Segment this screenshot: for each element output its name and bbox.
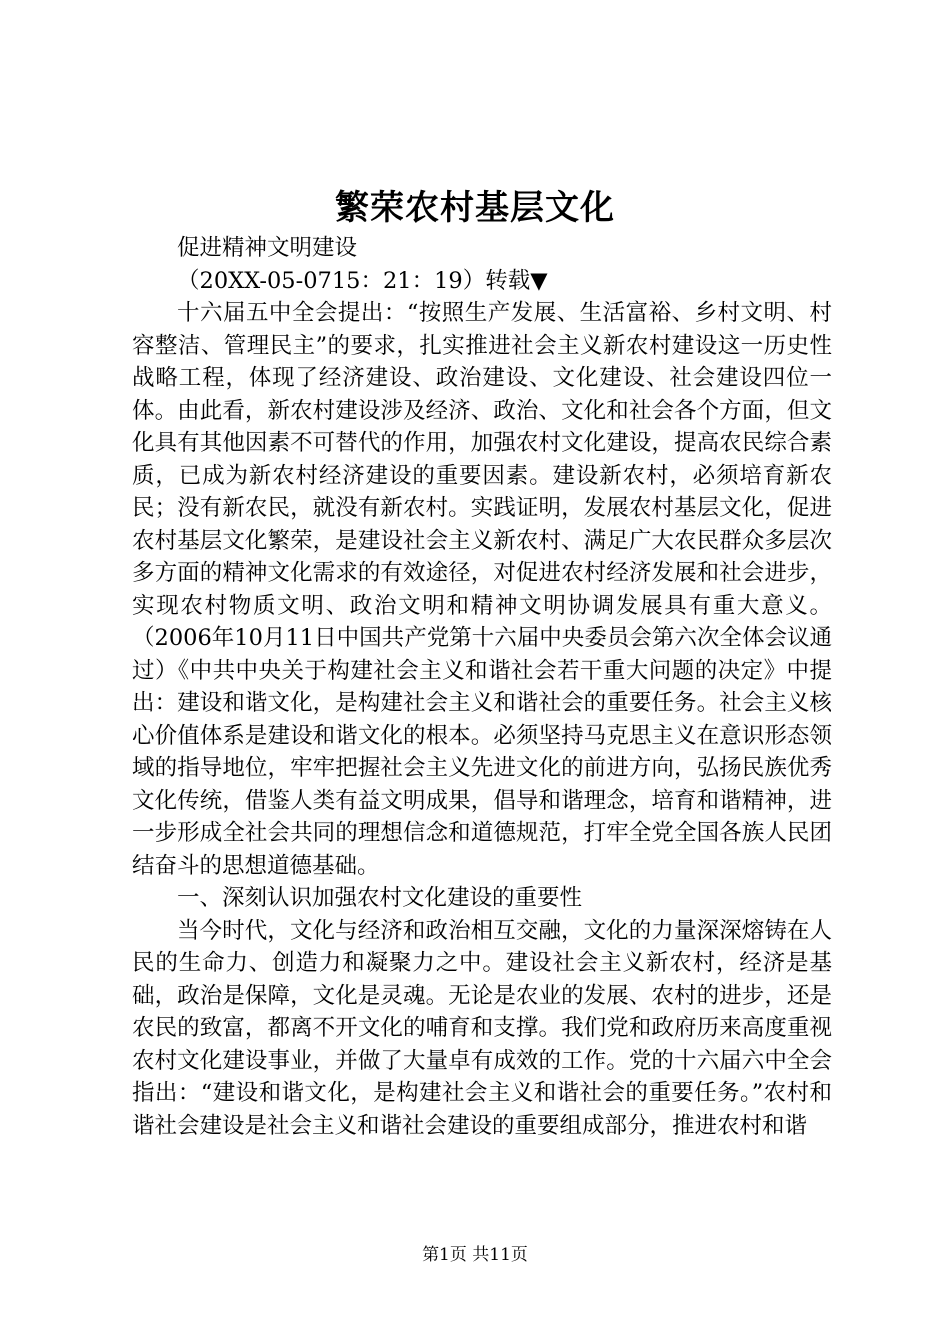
subtitle-line: 促进精神文明建设 <box>177 235 358 261</box>
page-footer: 第1页 共11页 <box>422 1245 528 1265</box>
document-body <box>132 232 832 1142</box>
paragraph-intro: 十六届五中全会提出：“按照生产发展、生活富裕、乡村文明、村容整洁、管理民主”的要求，扎实推进社会主义新农村建设这一历史性战略工程，体现了经济建设、政治建设、文化建设、社会建设四位一体。由此看，新农村建设涉及经济、政治、文化和社会各个方面，但文化具有其他因素不可替代的作用，加强农村文化建设，提高农民综合素质，已成为新农村经济建设的重要因素。建设新农村，必须培育新农民；没有新农民，就没有新农村。实践证明，发展农村基层文化，促进农村基层文化繁荣，是建设社会主义新农村、满足广大农民群众多层次多方面的精神文化需求的有效途径，对促进农村经济发展和社会进步，实现农村物质文明、政治文明和精神文明协调发展具有重大意义。（2006年10月11日中国共产党第十六届中央委员会第六次全体会议通过）《中共中央关于构建社会主义和谐社会若干重大问题的决定》中提出：建设和谐文化，是构建社会主义和谐社会的重要任务。社会主义核心价值体系是建设和谐文化的根本。必须坚持马克思主义在意识形态领域的指导地位，牢牢把握社会主义先进文化的前进方向，弘扬民族优秀文化传统，借鉴人类有益文明成果，倡导和谐理念，培育和谐精神，进一步形成全社会共同的理想信念和道德规范，打牢全党全国各族人民团结奋斗的思想道德基础。 <box>132 300 832 879</box>
section-heading: 一、深刻认识加强农村文化建设的重要性 <box>177 885 583 911</box>
document-title: 繁荣农村基层文化 <box>335 188 615 228</box>
meta-line: （20XX-05-0715：21：19）转载▼ <box>177 267 548 294</box>
paragraph-section-one: 当今时代，文化与经济和政治相互交融，文化的力量深深熔铸在人民的生命力、创造力和凝聚力之中。建设社会主义新农村，经济是基础，政治是保障，文化是灵魂。无论是农业的发展、农村的进步，还是农民的致富，都离不开文化的哺育和支撑。我们党和政府历来高度重视农村文化建设事业，并做了大量卓有成效的工作。党的十六届六中全会指出：“建设和谐文化，是构建社会主义和谐社会的重要任务。”农村和谐社会建设是社会主义和谐社会建设的重要组成部分，推进农村和谐 <box>132 917 832 1139</box>
